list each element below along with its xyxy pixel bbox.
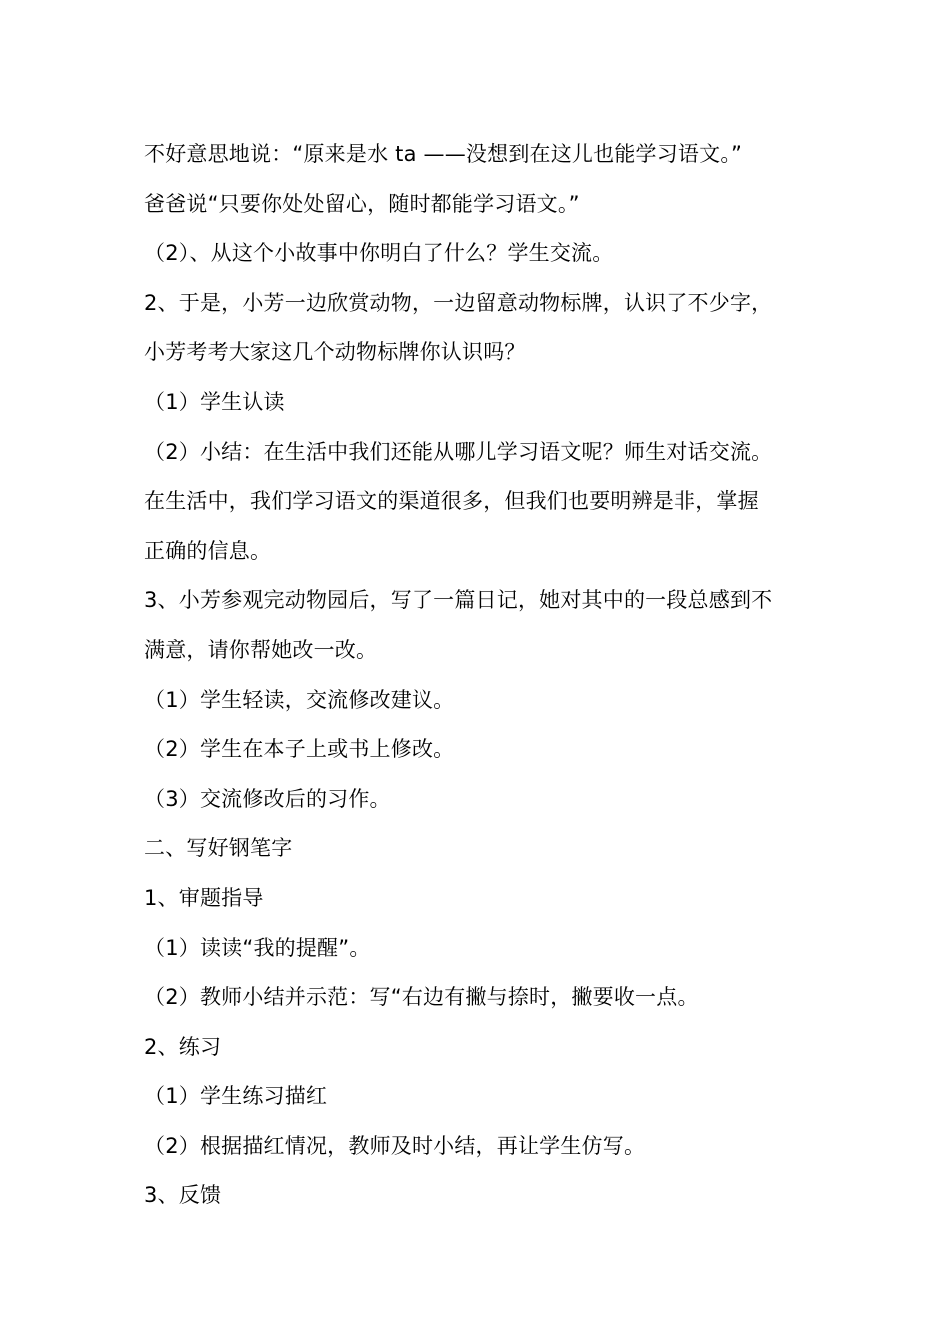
text-line-6: （1）学生认读 (144, 389, 285, 414)
text-line-5: 小芳考考大家这几个动物标牌你认识吗？ (144, 340, 526, 365)
text-line-1: 不好意思地说：“原来是水 ta ——没想到在这儿也能学习语文。” (144, 142, 743, 166)
text-line-8: 在生活中，我们学习语文的渠道很多，但我们也要明辨是非，掌握 (144, 489, 759, 514)
text-line-20: （1）学生练习描红 (144, 1084, 328, 1109)
text-line-7: （2）小结：在生活中我们还能从哪儿学习语文呢？师生对话交流。 (144, 439, 773, 464)
text-line-18: （2）教师小结并示范：写“右边有撇与捺时，撇要收一点。 (144, 985, 699, 1010)
text-line-19: 2、练习 (144, 1034, 222, 1059)
text-line-16: 1、审题指导 (144, 885, 264, 910)
text-line-22: 3、反馈 (144, 1183, 222, 1208)
text-line-13: （2）学生在本子上或书上修改。 (144, 737, 455, 762)
text-line-12: （1）学生轻读，交流修改建议。 (144, 687, 455, 712)
section-heading: 二、写好钢笔字 (144, 836, 293, 861)
text-line-9: 正确的信息。 (144, 538, 272, 563)
document-body (144, 130, 824, 1221)
text-line-2: 爸爸说“只要你处处留心，随时都能学习语文。” (144, 191, 580, 216)
text-line-17: （1）读读“我的提醒”。 (144, 935, 371, 960)
text-line-14: （3）交流修改后的习作。 (144, 786, 391, 811)
text-line-11: 满意，请你帮她改一改。 (144, 637, 378, 662)
text-line-10: 3、小芳参观完动物园后，写了一篇日记，她对其中的一段总感到不 (144, 588, 773, 613)
text-line-4: 2、于是，小芳一边欣赏动物，一边留意动物标牌，认识了不少字， (144, 290, 773, 315)
text-line-3: （2）、从这个小故事中你明白了什么？学生交流。 (144, 241, 614, 266)
text-line-21: （2）根据描红情况，教师及时小结，再让学生仿写。 (144, 1133, 646, 1158)
